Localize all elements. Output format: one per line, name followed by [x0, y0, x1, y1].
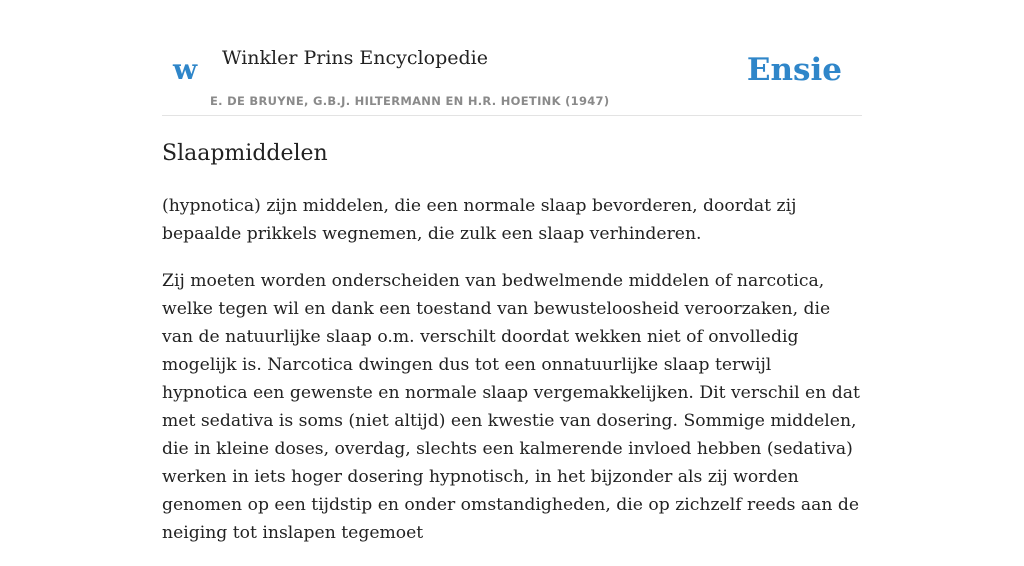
entry-paragraph-1: (hypnotica) zijn middelen, die een normale slaap bevorderen, doordat zij bepaalde prikkels wegnemen, die zulk een slaap verhinderen.: [162, 196, 797, 244]
source-authors: E. DE BRUYNE, G.B.J. HILTERMANN EN H.R. HOETINK (1947): [210, 94, 610, 108]
entry-paragraph-2: Zij moeten worden onderscheiden van bedwelmende middelen of narcotica, welke tegen wil en dank een toestand van bewusteloosheid veroorzaken, die van de natuurlijke slaap o.m. verschilt doordat wekken niet of onvolledig mogelijk is. Narcotica dwingen dus tot een onnatuurlijke slaap terwijl hypnotica een gewenste en normale slaap vergemakkelijken. Dit verschil en dat met sedativa is soms (niet altijd) een kwestie van dosering. Sommige middelen, die in kleine doses, overdag, slechts een kalmerende invloed hebben (sedativa) werken in iets hoger dosering hypnotisch, in het bijzonder als zij worden genomen op een tijdstip en onder omstandigheden, die op zichzelf reeds aan de neiging tot inslapen tegemoet: [162, 271, 860, 543]
ensie-brand-logo[interactable]: Ensie: [746, 52, 842, 88]
entry-title: Slaapmiddelen: [162, 141, 328, 166]
source-header: [162, 0, 862, 116]
source-title-link[interactable]: Winkler Prins Encyclopedie: [222, 47, 488, 69]
entry-body: [162, 192, 862, 566]
winkler-prins-logo[interactable]: w: [173, 53, 198, 86]
content-container: [162, 0, 862, 543]
